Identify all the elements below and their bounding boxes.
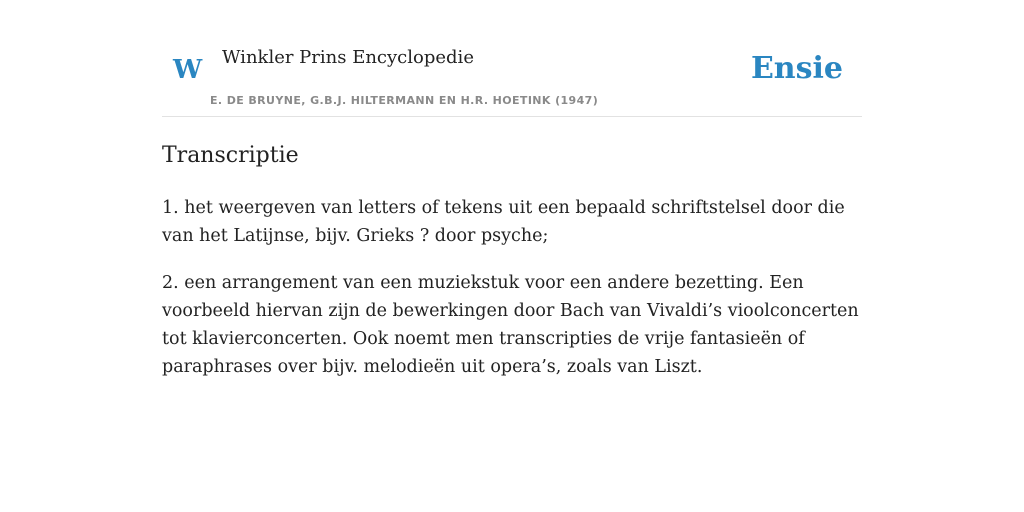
entry-content — [162, 142, 862, 381]
source-header — [162, 0, 862, 117]
winkler-prins-logo[interactable]: W — [173, 55, 203, 85]
ensie-logo-link[interactable]: Ensie — [750, 51, 843, 86]
source-authors: E. DE BRUYNE, G.B.J. HILTERMANN EN H.R. HOETINK (1947) — [210, 94, 599, 107]
definition-item: 2. een arrangement van een muziekstuk voor een andere bezetting. Een voorbeeld hiervan zijn de bewerkingen door Bach van Vivaldi’s vioolconcerten tot klavierconcerten. Ook noemt men transcripties de vrije fantasieën of paraphrases over bijv. melodieën uit opera’s, zoals van Liszt. — [162, 273, 859, 377]
page — [162, 0, 862, 381]
source-title[interactable]: Winkler Prins Encyclopedie — [222, 47, 474, 68]
definition-item: 1. het weergeven van letters of tekens uit een bepaald schriftstelsel door die van het Latijnse, bijv. Grieks ? door psyche; — [162, 198, 845, 246]
entry-title: Transcriptie — [162, 143, 299, 168]
